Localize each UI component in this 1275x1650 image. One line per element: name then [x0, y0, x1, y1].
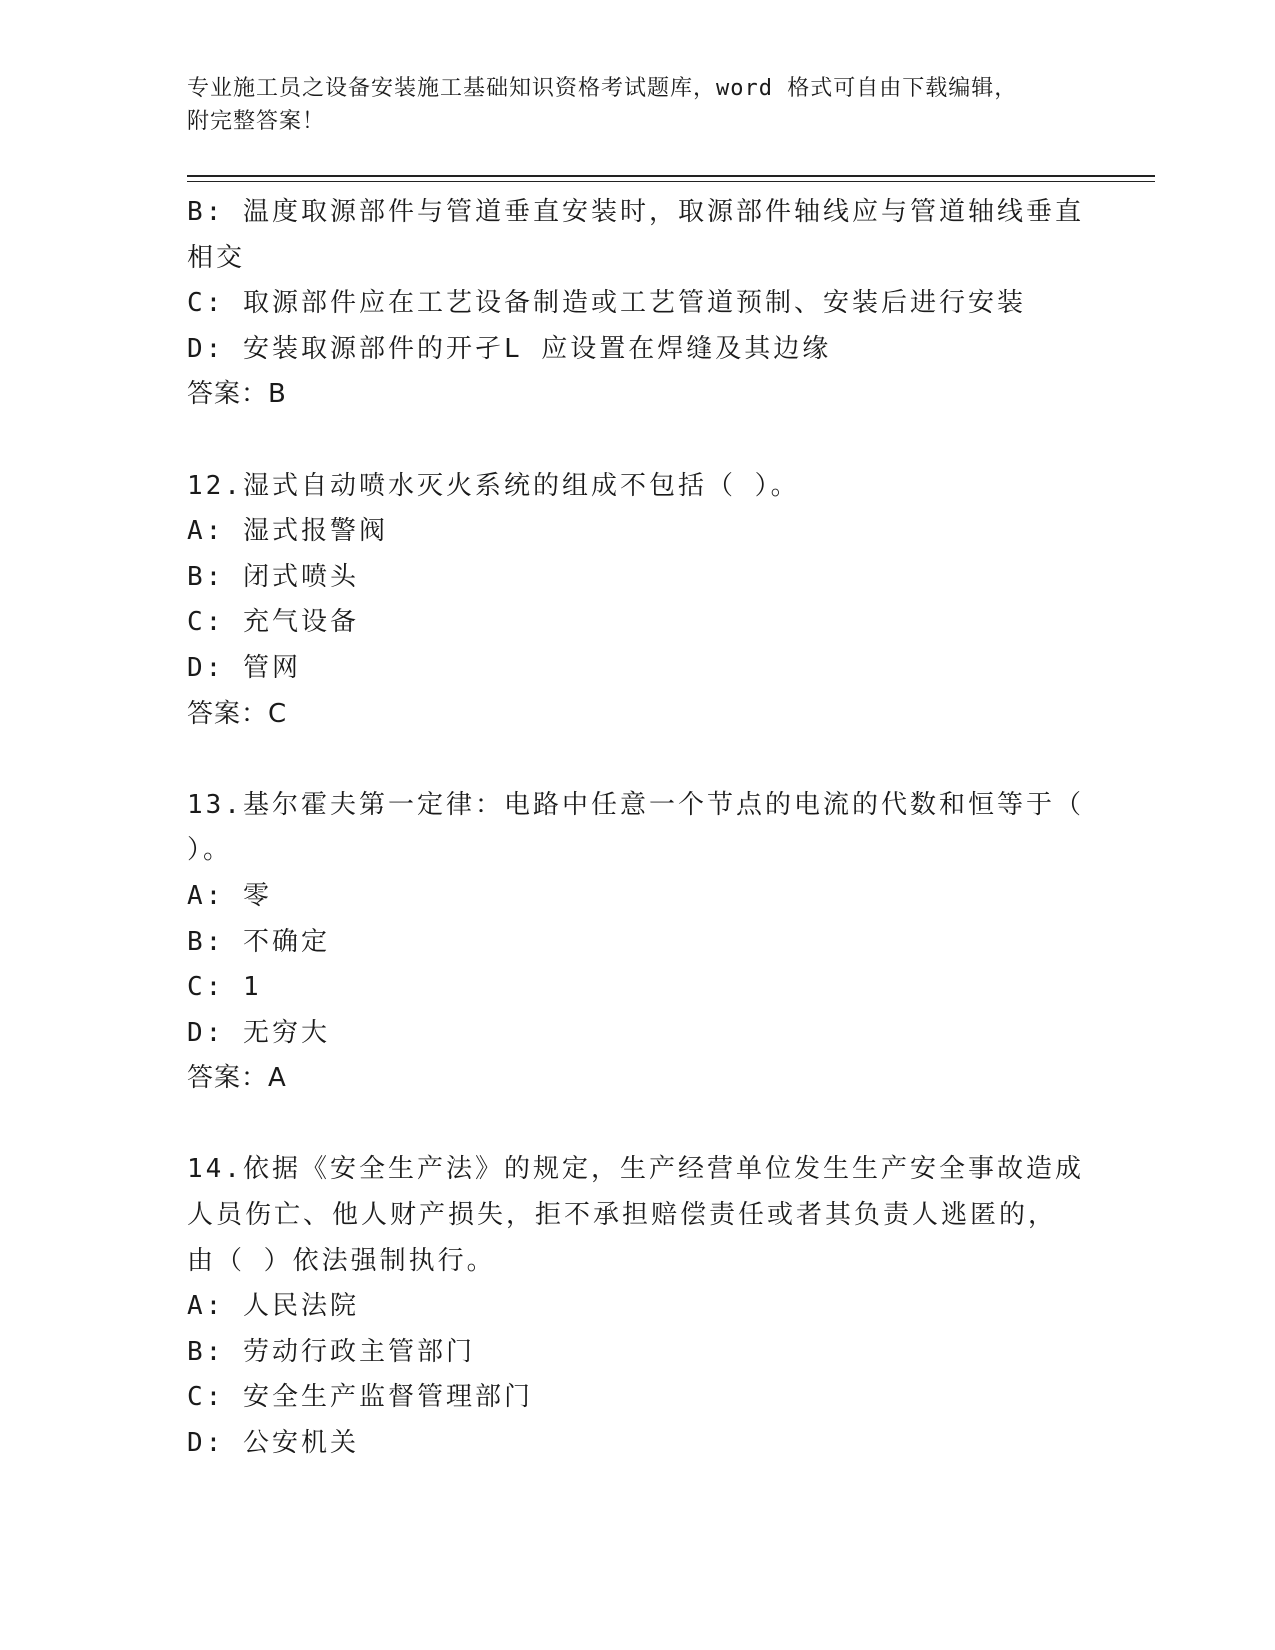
question-list — [187, 190, 1087, 1467]
q12-option-a: A: 湿式报警阀 — [187, 516, 388, 547]
spacer — [187, 737, 1087, 783]
q13-option-c: C: 1 — [187, 972, 262, 1003]
q14-option-a: A: 人民法院 — [187, 1291, 359, 1322]
q11-option-d: D: 安装取源部件的开孑L 应设置在焊缝及其边缘 — [187, 333, 832, 364]
header-title-line-2: 附完整答案！ — [187, 109, 326, 134]
header-title-line-1: 专业施工员之设备安装施工基础知识资格考试题库，word 格式可自由下载编辑， — [187, 76, 1018, 101]
q12-option-b: B: 闭式喷头 — [187, 561, 359, 592]
q13-option-a: A: 零 — [187, 880, 272, 911]
document-header — [187, 72, 1067, 138]
q13-stem-line-2: ）。 — [187, 835, 233, 866]
q11-answer: 答案：B — [187, 379, 287, 410]
q11-option-b-line-2: 相交 — [187, 242, 246, 273]
q12-option-d: D: 管网 — [187, 652, 301, 683]
spacer — [187, 1102, 1087, 1148]
q13-option-d: D: 无穷大 — [187, 1017, 330, 1048]
header-divider-thick — [187, 175, 1155, 177]
question-12 — [187, 464, 1087, 738]
question-13 — [187, 783, 1087, 1102]
q11-option-b-line-1: B: 温度取源部件与管道垂直安装时，取源部件轴线应与管道轴线垂直 — [187, 197, 1084, 227]
q14-stem-line-2: 人员伤亡、他人财产损失，拒不承担赔偿责任或者其负责人逃匿的， — [187, 1200, 1058, 1231]
q13-option-b: B: 不确定 — [187, 926, 330, 957]
q14-stem-line-3: 由（ ）依法强制执行。 — [187, 1245, 496, 1276]
q12-stem: 12.湿式自动喷水灭火系统的组成不包括（ ）。 — [187, 470, 800, 501]
header-divider-thin — [187, 181, 1155, 182]
q14-stem-line-1: 14.依据《安全生产法》的规定，生产经营单位发生生产安全事故造成 — [187, 1154, 1084, 1185]
q12-answer: 答案：C — [187, 698, 288, 729]
q14-option-d: D: 公安机关 — [187, 1428, 359, 1459]
q11-option-c: C: 取源部件应在工艺设备制造或工艺管道预制、安装后进行安装 — [187, 288, 1026, 319]
question-11-tail — [187, 190, 1087, 418]
spacer — [187, 418, 1087, 464]
q13-answer: 答案：A — [187, 1063, 287, 1094]
q12-option-c: C: 充气设备 — [187, 607, 359, 638]
q14-option-c: C: 安全生产监督管理部门 — [187, 1382, 533, 1413]
question-14 — [187, 1147, 1087, 1466]
q14-option-b: B: 劳动行政主管部门 — [187, 1336, 475, 1367]
q13-stem-line-1: 13.基尔霍夫第一定律：电路中任意一个节点的电流的代数和恒等于（ — [187, 789, 1084, 820]
